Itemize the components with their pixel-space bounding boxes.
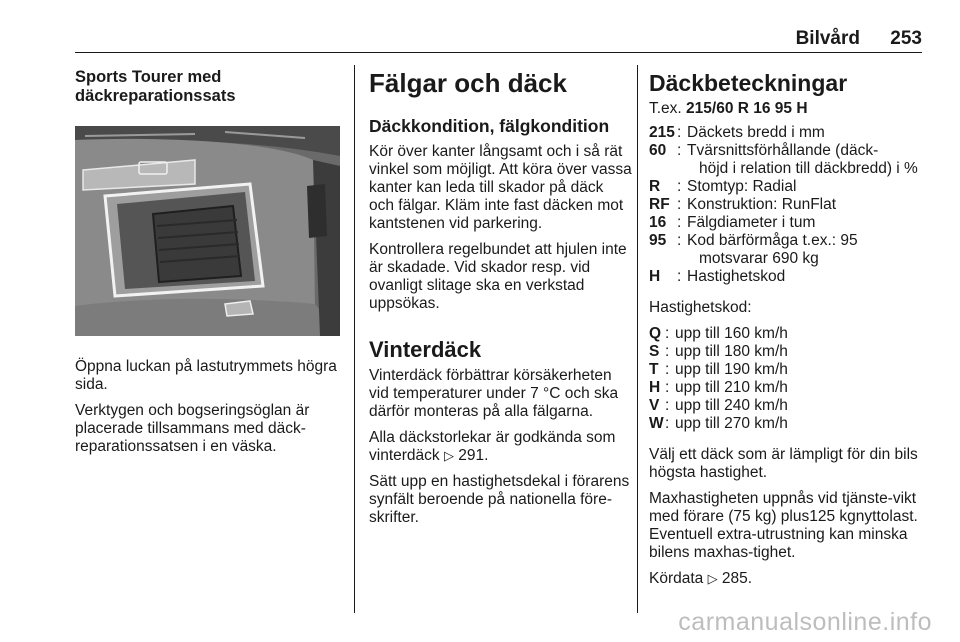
speed-row: H : upp till 210 km/h xyxy=(649,379,788,396)
page-number: 253 xyxy=(890,28,922,49)
example-code: 215/60 R 16 95 H xyxy=(686,100,808,117)
winter-size-text: Alla däckstorlekar är godkända som vinterdäck xyxy=(369,429,616,464)
col1-paragraph-1: Öppna luckan på lastutrymmets högra sida. xyxy=(75,358,337,393)
page-ref-arrow-icon: ▷ xyxy=(443,448,454,463)
code-row: 16 : Fälgdiameter i tum xyxy=(649,214,816,231)
code-row: RF : Konstruktion: RunFlat xyxy=(649,196,837,213)
example-prefix: T.ex. xyxy=(649,100,682,117)
column-2 xyxy=(369,68,632,535)
column-divider-2 xyxy=(637,65,638,613)
code-row: R : Stomtyp: Radial xyxy=(649,178,797,195)
speed-code-list xyxy=(649,325,924,433)
tyre-code-list xyxy=(649,124,924,286)
code-row: 215 : Däckets bredd i mm xyxy=(649,124,825,141)
driving-data-text: Kördata xyxy=(649,570,704,587)
subheading-winter-tyres: Vinterdäck xyxy=(369,337,482,362)
page-ref-link[interactable]: 291. xyxy=(458,447,489,464)
code-row: 60 : Tvärsnittsförhållande (däck- höjd i relation till däckbredd) i % xyxy=(649,142,918,177)
kit-title: Sports Tourer med däckreparationssats xyxy=(75,68,236,105)
col2-paragraph-3: Vinterdäck förbättrar körsäkerheten vid temperaturer under 7 °C och ska därför monteras på alla fälgarna. xyxy=(369,367,619,420)
col3-paragraph-1: Välj ett däck som är lämpligt för din bils högsta hastighet. xyxy=(649,446,918,481)
speed-code-label: Hastighetskod: xyxy=(649,299,752,316)
column-1 xyxy=(75,68,340,464)
page-ref-arrow-icon: ▷ xyxy=(707,571,718,586)
col2-paragraph-1: Kör över kanter långsamt och i så rät vinkel som möjligt. Att köra över vassa kanter kan leda till skador på däck och fälgar. Kläm inte fast däcken mot kantstenen vid parkering. xyxy=(369,143,632,232)
header-rule xyxy=(75,52,922,53)
code-row: 95 : Kod bärförmåga t.ex.: 95 motsvarar 690 kg xyxy=(649,232,858,267)
code-row: H : Hastighetskod xyxy=(649,268,786,285)
watermark: carmanualsonline.info xyxy=(678,608,932,636)
trunk-illustration xyxy=(75,126,340,336)
col2-paragraph-2: Kontrollera regelbundet att hjulen inte är skadade. Vid skador resp. vid ovanligt slitage ska en verkstad uppsökas. xyxy=(369,241,627,312)
column-divider-1 xyxy=(354,65,355,613)
col3-paragraph-2: Maxhastigheten uppnås vid tjänste-vikt med förare (75 kg) plus125 kgnyttolast. Eventuell extra-utrustning kan minska bilens maxhas-tighet. xyxy=(649,490,918,561)
speed-row: W : upp till 270 km/h xyxy=(649,415,788,432)
page-ref-link[interactable]: 285. xyxy=(721,570,753,587)
page-header xyxy=(0,0,960,50)
col2-paragraph-4 xyxy=(369,429,632,465)
speed-row: Q : upp till 160 km/h xyxy=(649,325,788,342)
speed-row: S : upp till 180 km/h xyxy=(649,343,788,360)
section-heading-rims-tyres: Fälgar och däck xyxy=(369,68,567,98)
col1-paragraph-2: Verktygen och bogseringsöglan är placerade tillsammans med däck-reparationssatsen i en väska. xyxy=(75,402,310,455)
example-line xyxy=(649,100,924,118)
subheading-condition: Däckkondition, fälgkondition xyxy=(369,116,610,136)
section-heading-tyre-designations: Däckbeteckningar xyxy=(649,70,848,96)
page-footer xyxy=(0,602,960,642)
column-3 xyxy=(649,68,924,596)
col3-paragraph-3 xyxy=(649,570,924,588)
section-title: Bilvård xyxy=(795,28,860,49)
speed-row: V : upp till 240 km/h xyxy=(649,397,788,414)
col2-paragraph-5: Sätt upp en hastighetsdekal i förarens synfält beroende på nationella före-skrifter. xyxy=(369,473,630,526)
speed-row: T : upp till 190 km/h xyxy=(649,361,788,378)
